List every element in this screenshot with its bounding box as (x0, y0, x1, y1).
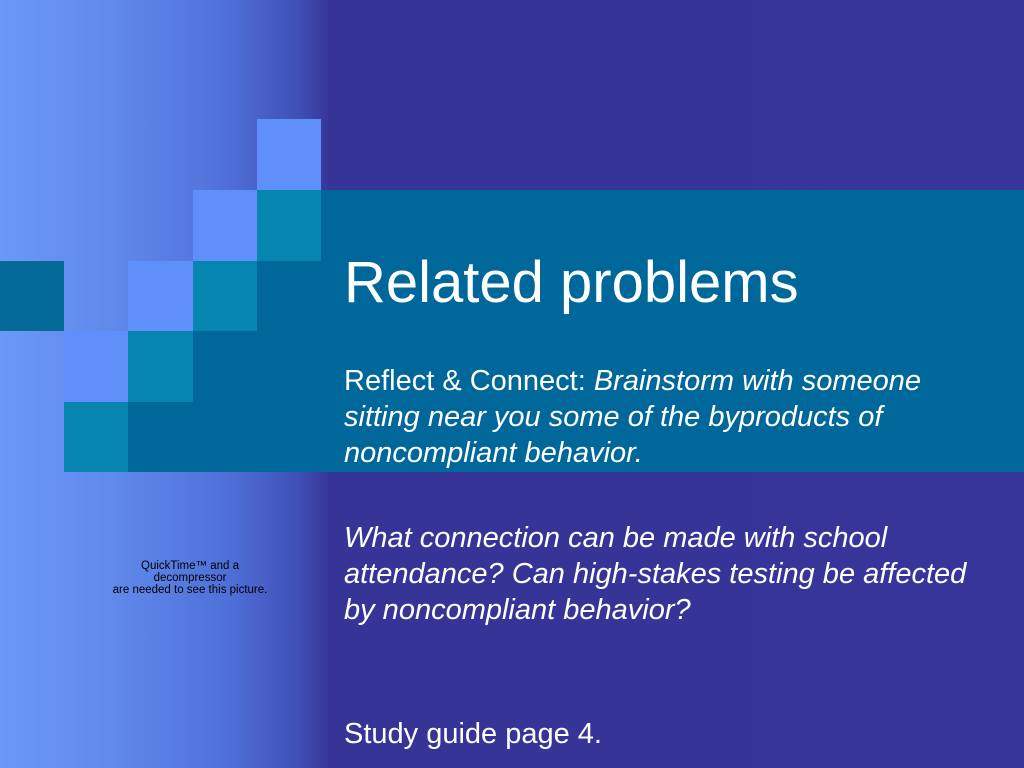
deco-square (64, 402, 128, 472)
study-guide-note: Study guide page 4. (344, 718, 602, 750)
deco-square (128, 331, 193, 402)
placeholder-line: are needed to see this picture. (112, 584, 268, 596)
deco-square (257, 190, 321, 261)
reflect-connect-paragraph (344, 363, 994, 471)
placeholder-line: QuickTime™ and a (141, 560, 239, 572)
deco-square (64, 331, 128, 402)
deco-square (193, 190, 257, 261)
deco-square (128, 261, 193, 331)
deco-square (0, 261, 64, 331)
deco-square (257, 261, 321, 331)
attendance-question (344, 520, 994, 628)
slide-title: Related problems (344, 250, 799, 315)
attendance-question-text: What connection can be made with school attendance? Can high-stakes testing be affected by noncompliant behavior? (344, 522, 967, 626)
deco-square (193, 261, 257, 331)
quicktime-placeholder-image (60, 560, 320, 596)
deco-square (193, 331, 321, 402)
reflect-connect-lead: Reflect & Connect: (344, 365, 594, 397)
placeholder-line: decompressor (153, 572, 227, 584)
deco-square (128, 402, 321, 472)
deco-square (257, 119, 321, 190)
brainstorm-prompt: Brainstorm with someone sitting near you some of the byproducts of noncompliant behavior. (344, 365, 922, 469)
